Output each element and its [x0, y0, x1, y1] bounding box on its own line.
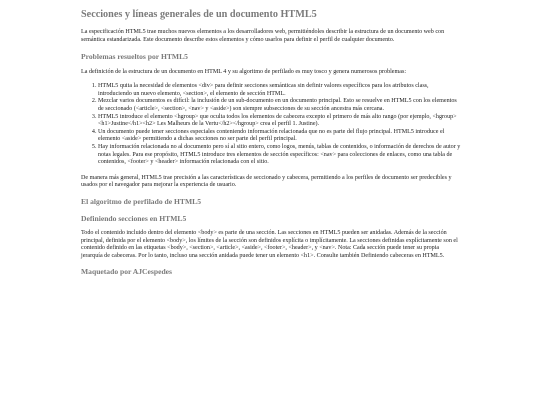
list-item: 3. HTML5 introduce el elemento <hgroup> que oculta todos los elementos de cabecera excepto el primero de más alto rango (por ejemplo, <hgroup><h1>Justine</h1><h2> Les Malheurs de la Vertu</h2></hgroup> crea el perfil 1. Justine).	[98, 114, 462, 129]
list-item: 5. Hay información relacionada no al documento pero sí al sitio entero, como logos, menús, tablas de contenidos, o información de derechos de autor y notas legales. Para ese propósito, HTML5 introduce tres elementos de sección específicos: <nav> para colecciones de enlaces, como una tabla de contenidos, <footer> y <header> información relacionada con el sitio.	[98, 144, 462, 167]
problems-list	[81, 83, 462, 167]
problems-heading: Problemas resueltos por HTML5	[81, 52, 188, 62]
sections-paragraph: Todo el contenido incluido dentro del elemento <body> es parte de una sección. Las secciones en HTML5 pueden ser anidadas. Además de la sección principal, definida por el elemento <body>, los límites de la sección son definidos explícita o implícitamente. La secciones definidas explícitamente son el contenido definido en las etiquetas <body>, <section>, <article>, <aside>, <footer>, <header>, y <nav>. Nota: Cada sección puede tener su propia jerarquía de cabeceras. Por lo tanto, incluso una sección anidada puede tener un elemento <h1>. Consulte también Definiendo cabeceras en HTML5.	[81, 230, 458, 259]
list-item: 4. Un documento puede tener secciones especiales conteniendo información relacionada que no es parte del flujo principal. HTML5 introduce el elemento <aside> permitiendo a dichas secciones no ser parte del perfil principal.	[98, 129, 462, 144]
page-title: Secciones y líneas generales de un documento HTML5	[81, 9, 317, 20]
summary-paragraph: De manera más general, HTML5 trae precisión a las características de seccionado y cabecera, permitiendo a los perfiles de documento ser predecibles y usados por el navegador para mejorar la experiencia de usuario.	[81, 174, 452, 189]
list-item: 2. Mezclar varios documentos es difícil: la inclusión de un sub-documento en un documento principal. Esto se resuelve en HTML5 con los elementos de seccionado (<article>, <section>, <nav> y <aside>) son siempre subsecciones de su sección ancestra más cercana.	[98, 98, 462, 113]
list-item: 1. HTML5 quita la necesidad de elementos <div> para definir secciones semánticas sin definir valores específicos para los atributos class, introduciendo un nuevo elemento, <section>, el elemento de sección HTML.	[98, 83, 462, 98]
problems-intro-paragraph: La definición de la estructura de un documento en HTML 4 y su algoritmo de perfilado es muy tosco y genera numerosos problemas:	[81, 68, 407, 75]
intro-paragraph: La especificación HTML5 trae muchos nuevos elementos a los desarrolladores web, permitiéndoles describir la estructura de un documento web con semántica estandarizada. Este documento describe estos elementos y cómo usarlos para definir el perfil de cualquier documento.	[81, 29, 445, 43]
algorithm-heading: El algoritmo de perfilado de HTML5	[81, 197, 202, 206]
sections-heading: Definiendo secciones en HTML5	[81, 213, 187, 223]
footer-credit: Maquetado por AJCespedes	[81, 267, 172, 277]
